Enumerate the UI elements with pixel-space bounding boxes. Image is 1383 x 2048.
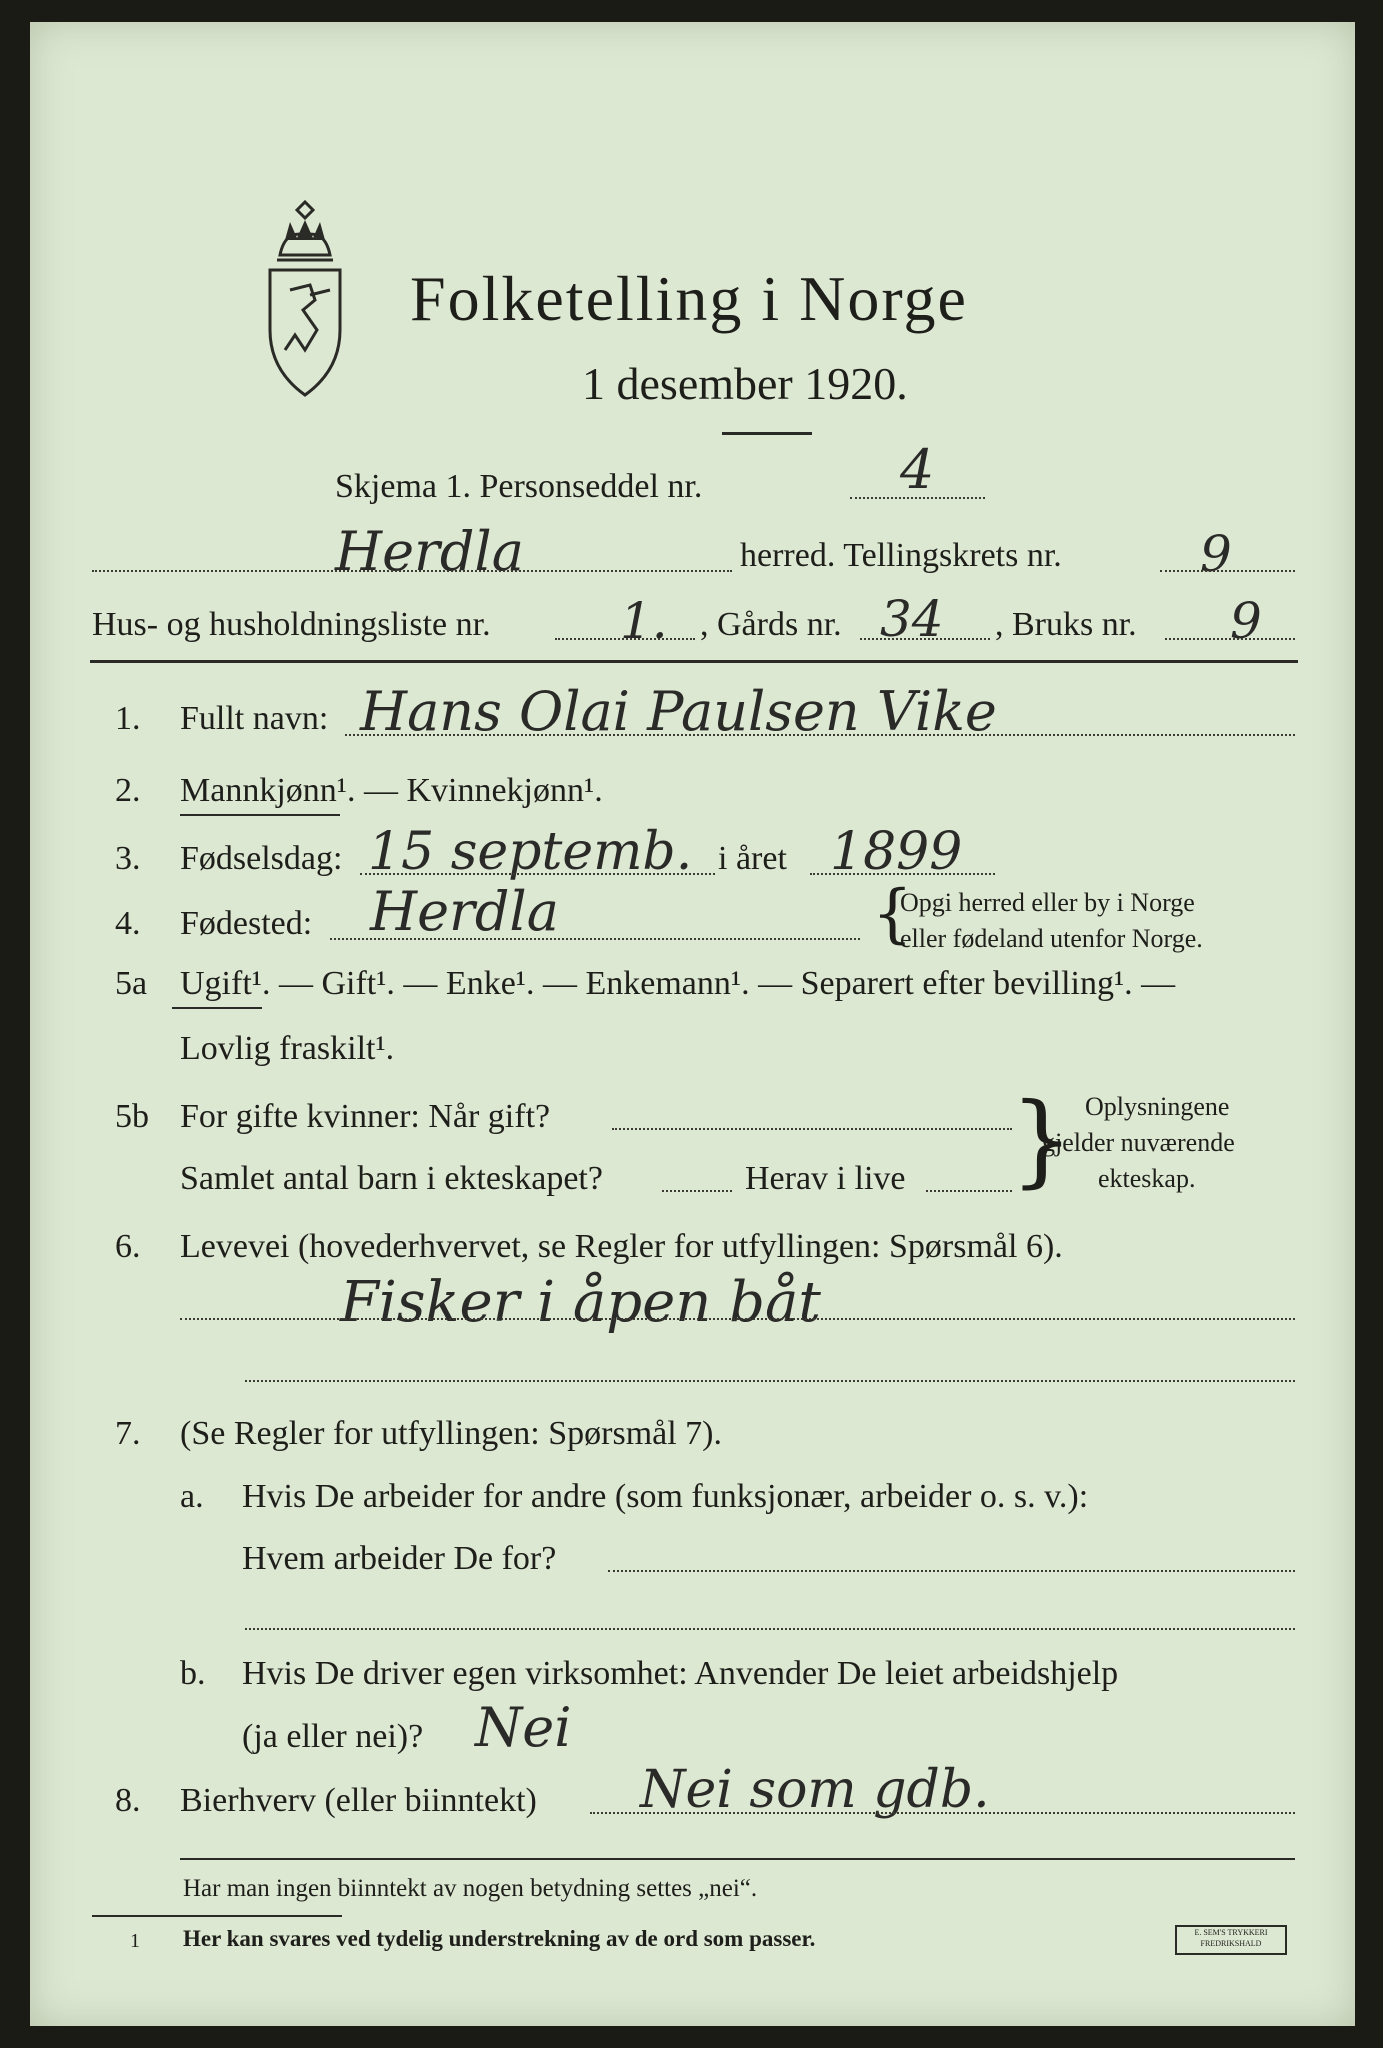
skjema-label: Skjema 1. Personseddel nr. xyxy=(335,468,703,505)
birthday-value: 15 septemb. xyxy=(368,822,693,882)
full-name-value: Hans Olai Paulsen Vike xyxy=(360,680,997,743)
footnote-number: 1 xyxy=(130,1930,140,1952)
q4-number: 4. xyxy=(115,905,141,942)
employer-line-2 xyxy=(245,1628,1295,1630)
q5a-label-2: Lovlig fraskilt¹. xyxy=(180,1030,395,1067)
q3-number: 3. xyxy=(115,840,141,877)
bruks-value: 9 xyxy=(1230,592,1262,650)
birthplace-brace: { xyxy=(872,877,913,951)
q2-number: 2. xyxy=(115,772,141,809)
marriage-note-3: ekteskap. xyxy=(1098,1164,1196,1193)
birthplace-value: Herdla xyxy=(370,880,559,943)
q7b-letter: b. xyxy=(180,1655,206,1692)
q7b-label: Hvis De driver egen virksomhet: Anvender De leiet arbeidshjelp xyxy=(242,1655,1119,1692)
marriage-note-1: Oplysningene xyxy=(1085,1092,1230,1121)
husholdningsliste-line xyxy=(555,638,695,640)
occupation-line-2 xyxy=(245,1380,1295,1382)
birthplace-note-2: eller fødeland utenfor Norge. xyxy=(900,924,1203,953)
q7-number: 7. xyxy=(115,1415,141,1452)
q1-number: 1. xyxy=(115,700,141,737)
birth-year-value: 1899 xyxy=(830,822,963,882)
printer-stamp: E. SEM'S TRYKKERI FREDRIKSHALD xyxy=(1175,1925,1287,1955)
gards-label: , Gårds nr. xyxy=(700,606,842,643)
birth-year-line xyxy=(810,873,995,875)
census-date: 1 desember 1920. xyxy=(582,358,908,409)
side-income-line xyxy=(590,1812,1295,1814)
footnote-text: Her kan svares ved tydelig understrekning av de ord som passer. xyxy=(183,1926,816,1951)
mannkjonn-underline xyxy=(180,814,340,816)
footnote-divider xyxy=(92,1915,342,1917)
herred-line xyxy=(92,570,732,572)
q4-label: Fødested: xyxy=(180,905,313,942)
husholdningsliste-label: Hus- og husholdningsliste nr. xyxy=(92,606,491,643)
birth-year-label: i året xyxy=(718,840,787,877)
herav-i-live-line xyxy=(926,1190,1012,1192)
q5b-label: For gifte kvinner: Når gift? xyxy=(180,1098,551,1135)
bruks-line xyxy=(1165,638,1295,640)
q5b-label-3: Herav i live xyxy=(745,1160,906,1197)
bruks-label: , Bruks nr. xyxy=(995,606,1137,643)
q7a-label-2: Hvem arbeider De for? xyxy=(242,1540,557,1577)
full-name-line xyxy=(345,734,1295,736)
title-divider xyxy=(722,432,812,435)
form-title: Folketelling i Norge xyxy=(410,263,968,334)
marriage-brace: } xyxy=(1010,1081,1074,1198)
q5a-label: Ugift¹. — Gift¹. — Enke¹. — Enkemann¹. — Separert efter bevilling¹. — xyxy=(180,965,1176,1002)
birthplace-line xyxy=(330,938,860,940)
q5b-label-2: Samlet antal barn i ekteskapet? xyxy=(180,1160,603,1197)
q2-label: Mannkjønn¹. — Kvinnekjønn¹. xyxy=(180,772,603,809)
q6-label: Levevei (hovederhvervet, se Regler for utfyllingen: Spørsmål 6). xyxy=(180,1228,1063,1265)
q7b-label-2: (ja eller nei)? xyxy=(242,1718,424,1755)
marriage-note-2: gjelder nuværende xyxy=(1042,1128,1235,1157)
q7a-letter: a. xyxy=(180,1478,204,1515)
occupation-value: Fisker i åpen båt xyxy=(340,1270,821,1335)
gards-value: 34 xyxy=(880,590,944,648)
q8-number: 8. xyxy=(115,1782,141,1819)
q5b-number: 5b xyxy=(115,1098,149,1135)
personseddel-line xyxy=(850,497,985,499)
tellingskrets-line xyxy=(1160,570,1295,572)
gards-line xyxy=(860,638,990,640)
herred-label: herred. Tellingskrets nr. xyxy=(740,537,1062,574)
personseddel-number: 4 xyxy=(900,438,935,501)
occupation-line-1 xyxy=(180,1318,1295,1320)
no-income-note: Har man ingen biinntekt av nogen betydning settes „nei“. xyxy=(183,1875,758,1902)
q1-label: Fullt navn: xyxy=(180,700,329,737)
q7a-label: Hvis De arbeider for andre (som funksjonær, arbeider o. s. v.): xyxy=(242,1478,1089,1515)
husholdningsliste-value: 1. xyxy=(620,592,668,650)
nar-gift-line xyxy=(612,1128,1012,1130)
q5a-number: 5a xyxy=(115,965,148,1002)
antal-barn-line xyxy=(662,1190,732,1192)
footer-divider xyxy=(180,1858,1295,1860)
side-income-value: Nei som gdb. xyxy=(640,1760,990,1820)
q3-label: Fødselsdag: xyxy=(180,840,343,877)
header-divider xyxy=(90,660,1298,663)
q7-label: (Se Regler for utfyllingen: Spørsmål 7). xyxy=(180,1415,723,1452)
employer-line-1 xyxy=(608,1570,1295,1572)
birthday-line xyxy=(360,873,715,875)
hired-help-value: Nei xyxy=(475,1696,572,1759)
birthplace-note-1: Opgi herred eller by i Norge xyxy=(900,888,1195,917)
norwegian-coat-of-arms-icon xyxy=(255,200,355,400)
tellingskrets-value: 9 xyxy=(1200,525,1232,583)
q8-label: Bierhverv (eller biinntekt) xyxy=(180,1782,537,1819)
q6-number: 6. xyxy=(115,1228,141,1265)
ugift-underline xyxy=(172,1007,262,1009)
herred-value: Herdla xyxy=(335,520,524,583)
